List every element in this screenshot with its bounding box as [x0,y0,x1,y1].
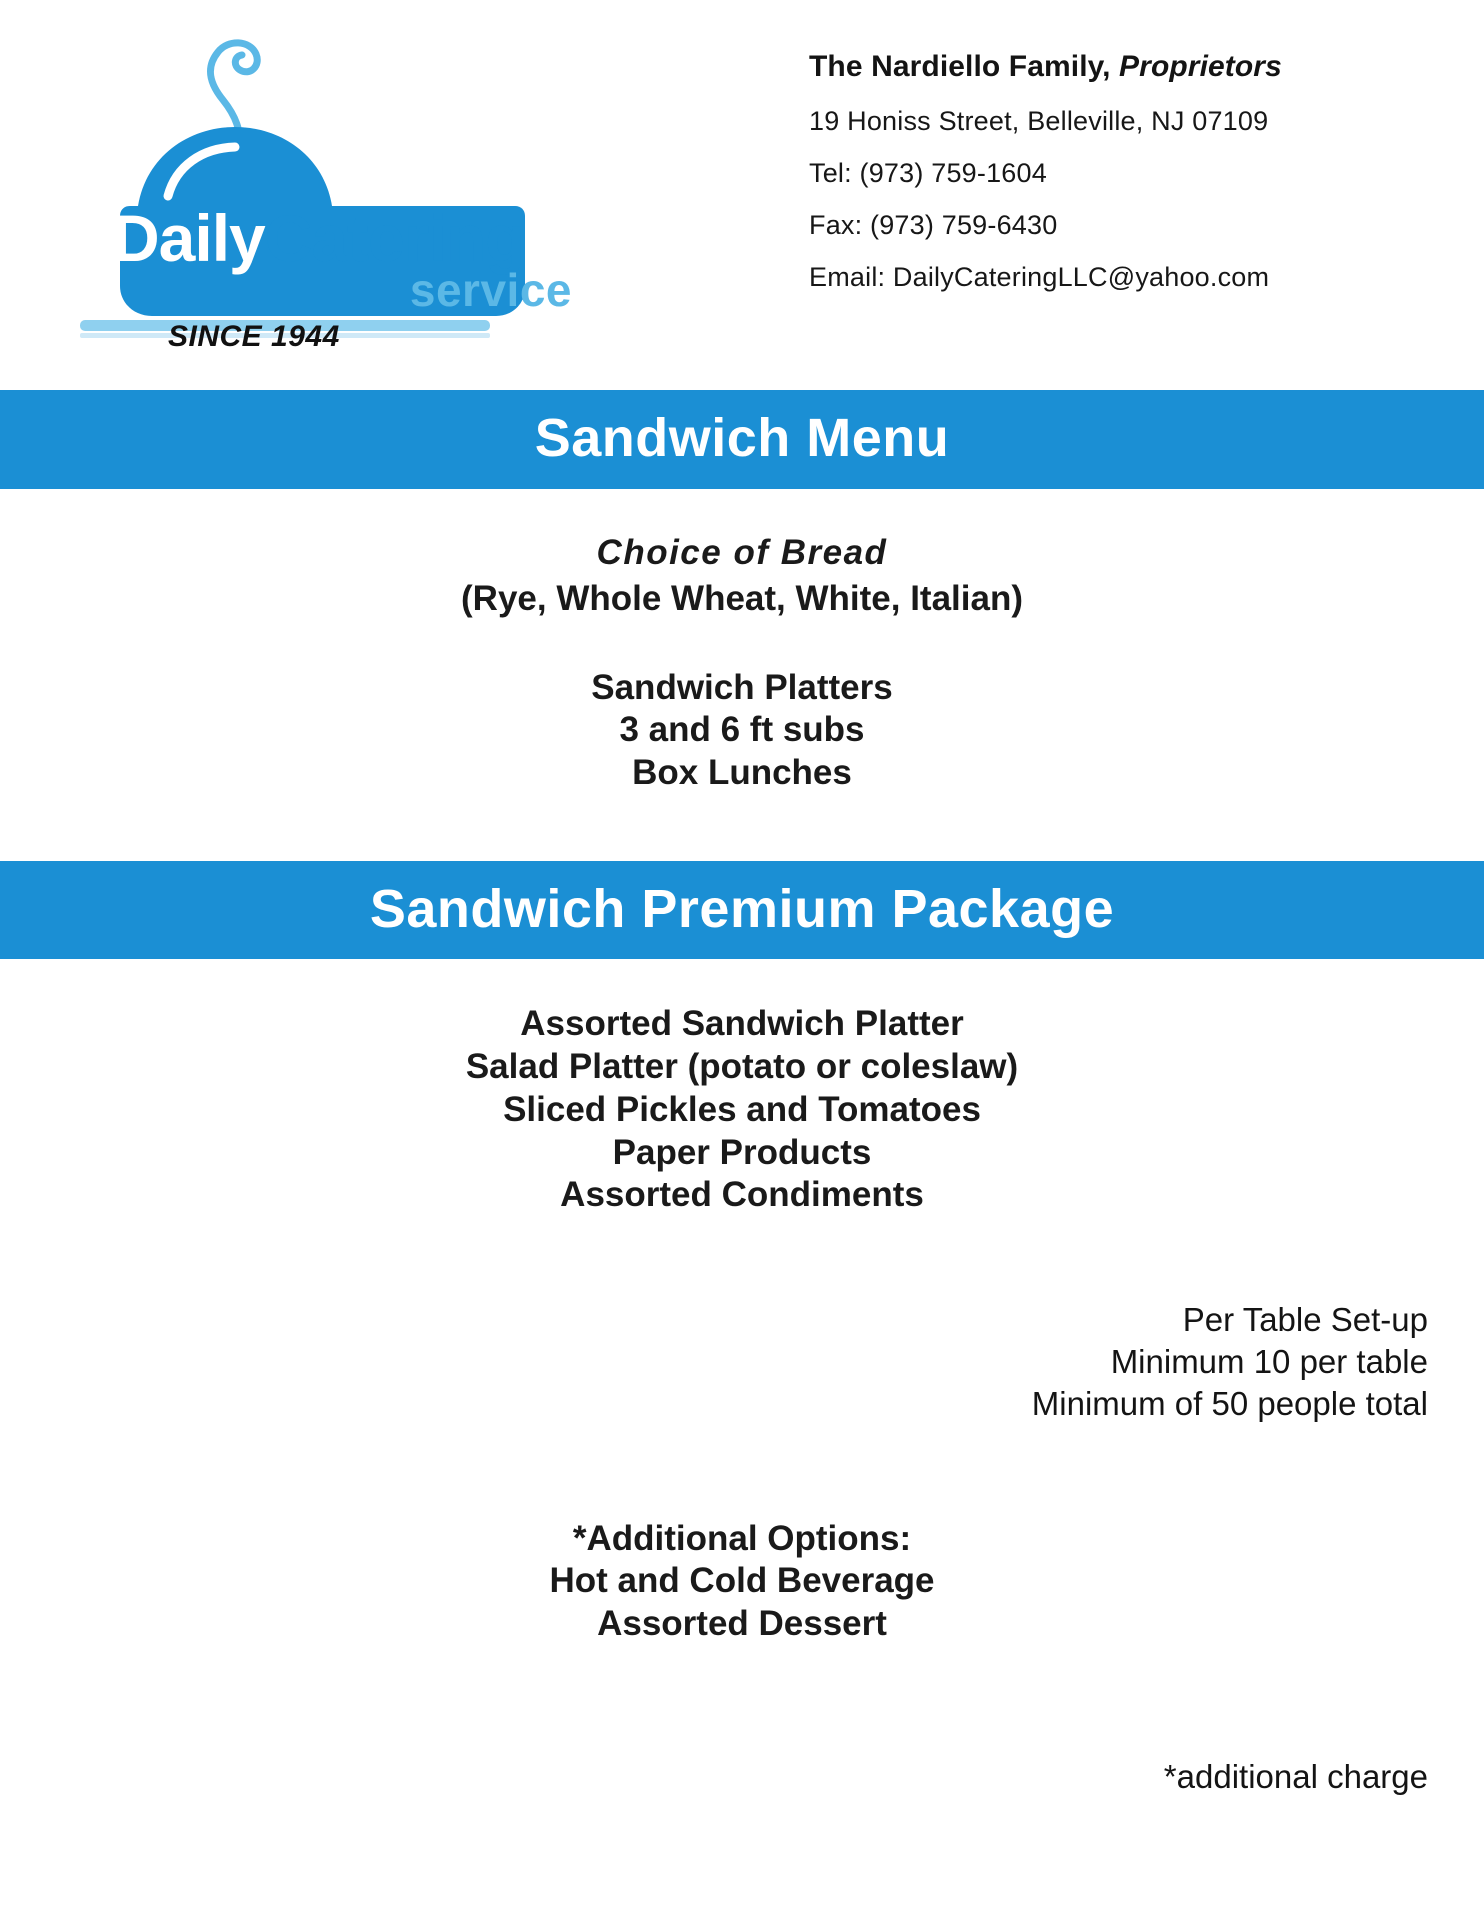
choice-of-bread-title: Choice of Bread [596,532,888,572]
package-terms [0,1299,1484,1426]
package-item: Paper Products [612,1132,872,1172]
package-item: Assorted Sandwich Platter [520,1004,964,1044]
additional-charge-footnote: *additional charge [1163,1757,1428,1795]
bread-item: 3 and 6 ft subs [619,710,865,750]
contact-telephone: Tel: (973) 759-1604 [809,158,1047,188]
package-term: Per Table Set-up [1182,1300,1428,1338]
logo-word-catering: Catering [264,201,525,275]
premium-package-section [0,959,1484,1855]
premium-package-banner: Sandwich Premium Package [0,861,1484,960]
additional-option: Assorted Dessert [597,1603,887,1643]
contact-info [809,14,1429,314]
contact-email: Email: DailyCateringLLC@yahoo.com [809,262,1270,292]
sandwich-menu-banner: Sandwich Menu [0,390,1484,489]
package-item: Salad Platter (potato or coleslaw) [465,1047,1019,1087]
bread-item: Box Lunches [632,753,852,793]
contact-proprietors-label: Proprietors [1110,50,1282,83]
section-spacer [0,805,1484,861]
contact-fax: Fax: (973) 759-6430 [809,210,1058,240]
bread-item: Sandwich Platters [591,667,893,707]
logo-word-daily: Daily [112,201,265,275]
package-term: Minimum 10 per table [1110,1343,1428,1381]
choice-of-bread-section [0,489,1484,805]
package-item-list [0,1003,1484,1216]
additional-option: Hot and Cold Beverage [549,1561,935,1601]
choice-of-bread-options: (Rye, Whole Wheat, White, Italian) [461,578,1023,618]
contact-family-name: The Nardiello Family, [809,50,1111,83]
package-term: Minimum of 50 people total [1031,1385,1428,1423]
page-header [0,0,1484,390]
logo-word-service: service [409,264,572,316]
contact-proprietors [809,50,1429,84]
additional-options [0,1518,1484,1646]
logo-since-text: SINCE 1944 [168,320,340,353]
package-item: Assorted Condiments [560,1175,924,1215]
brand-logo [60,14,680,353]
contact-address: 19 Honiss Street, Belleville, NJ 07109 [809,106,1269,136]
package-item: Sliced Pickles and Tomatoes [503,1089,981,1129]
additional-options-heading: *Additional Options: [572,1518,912,1558]
logo-graphic [60,20,660,353]
